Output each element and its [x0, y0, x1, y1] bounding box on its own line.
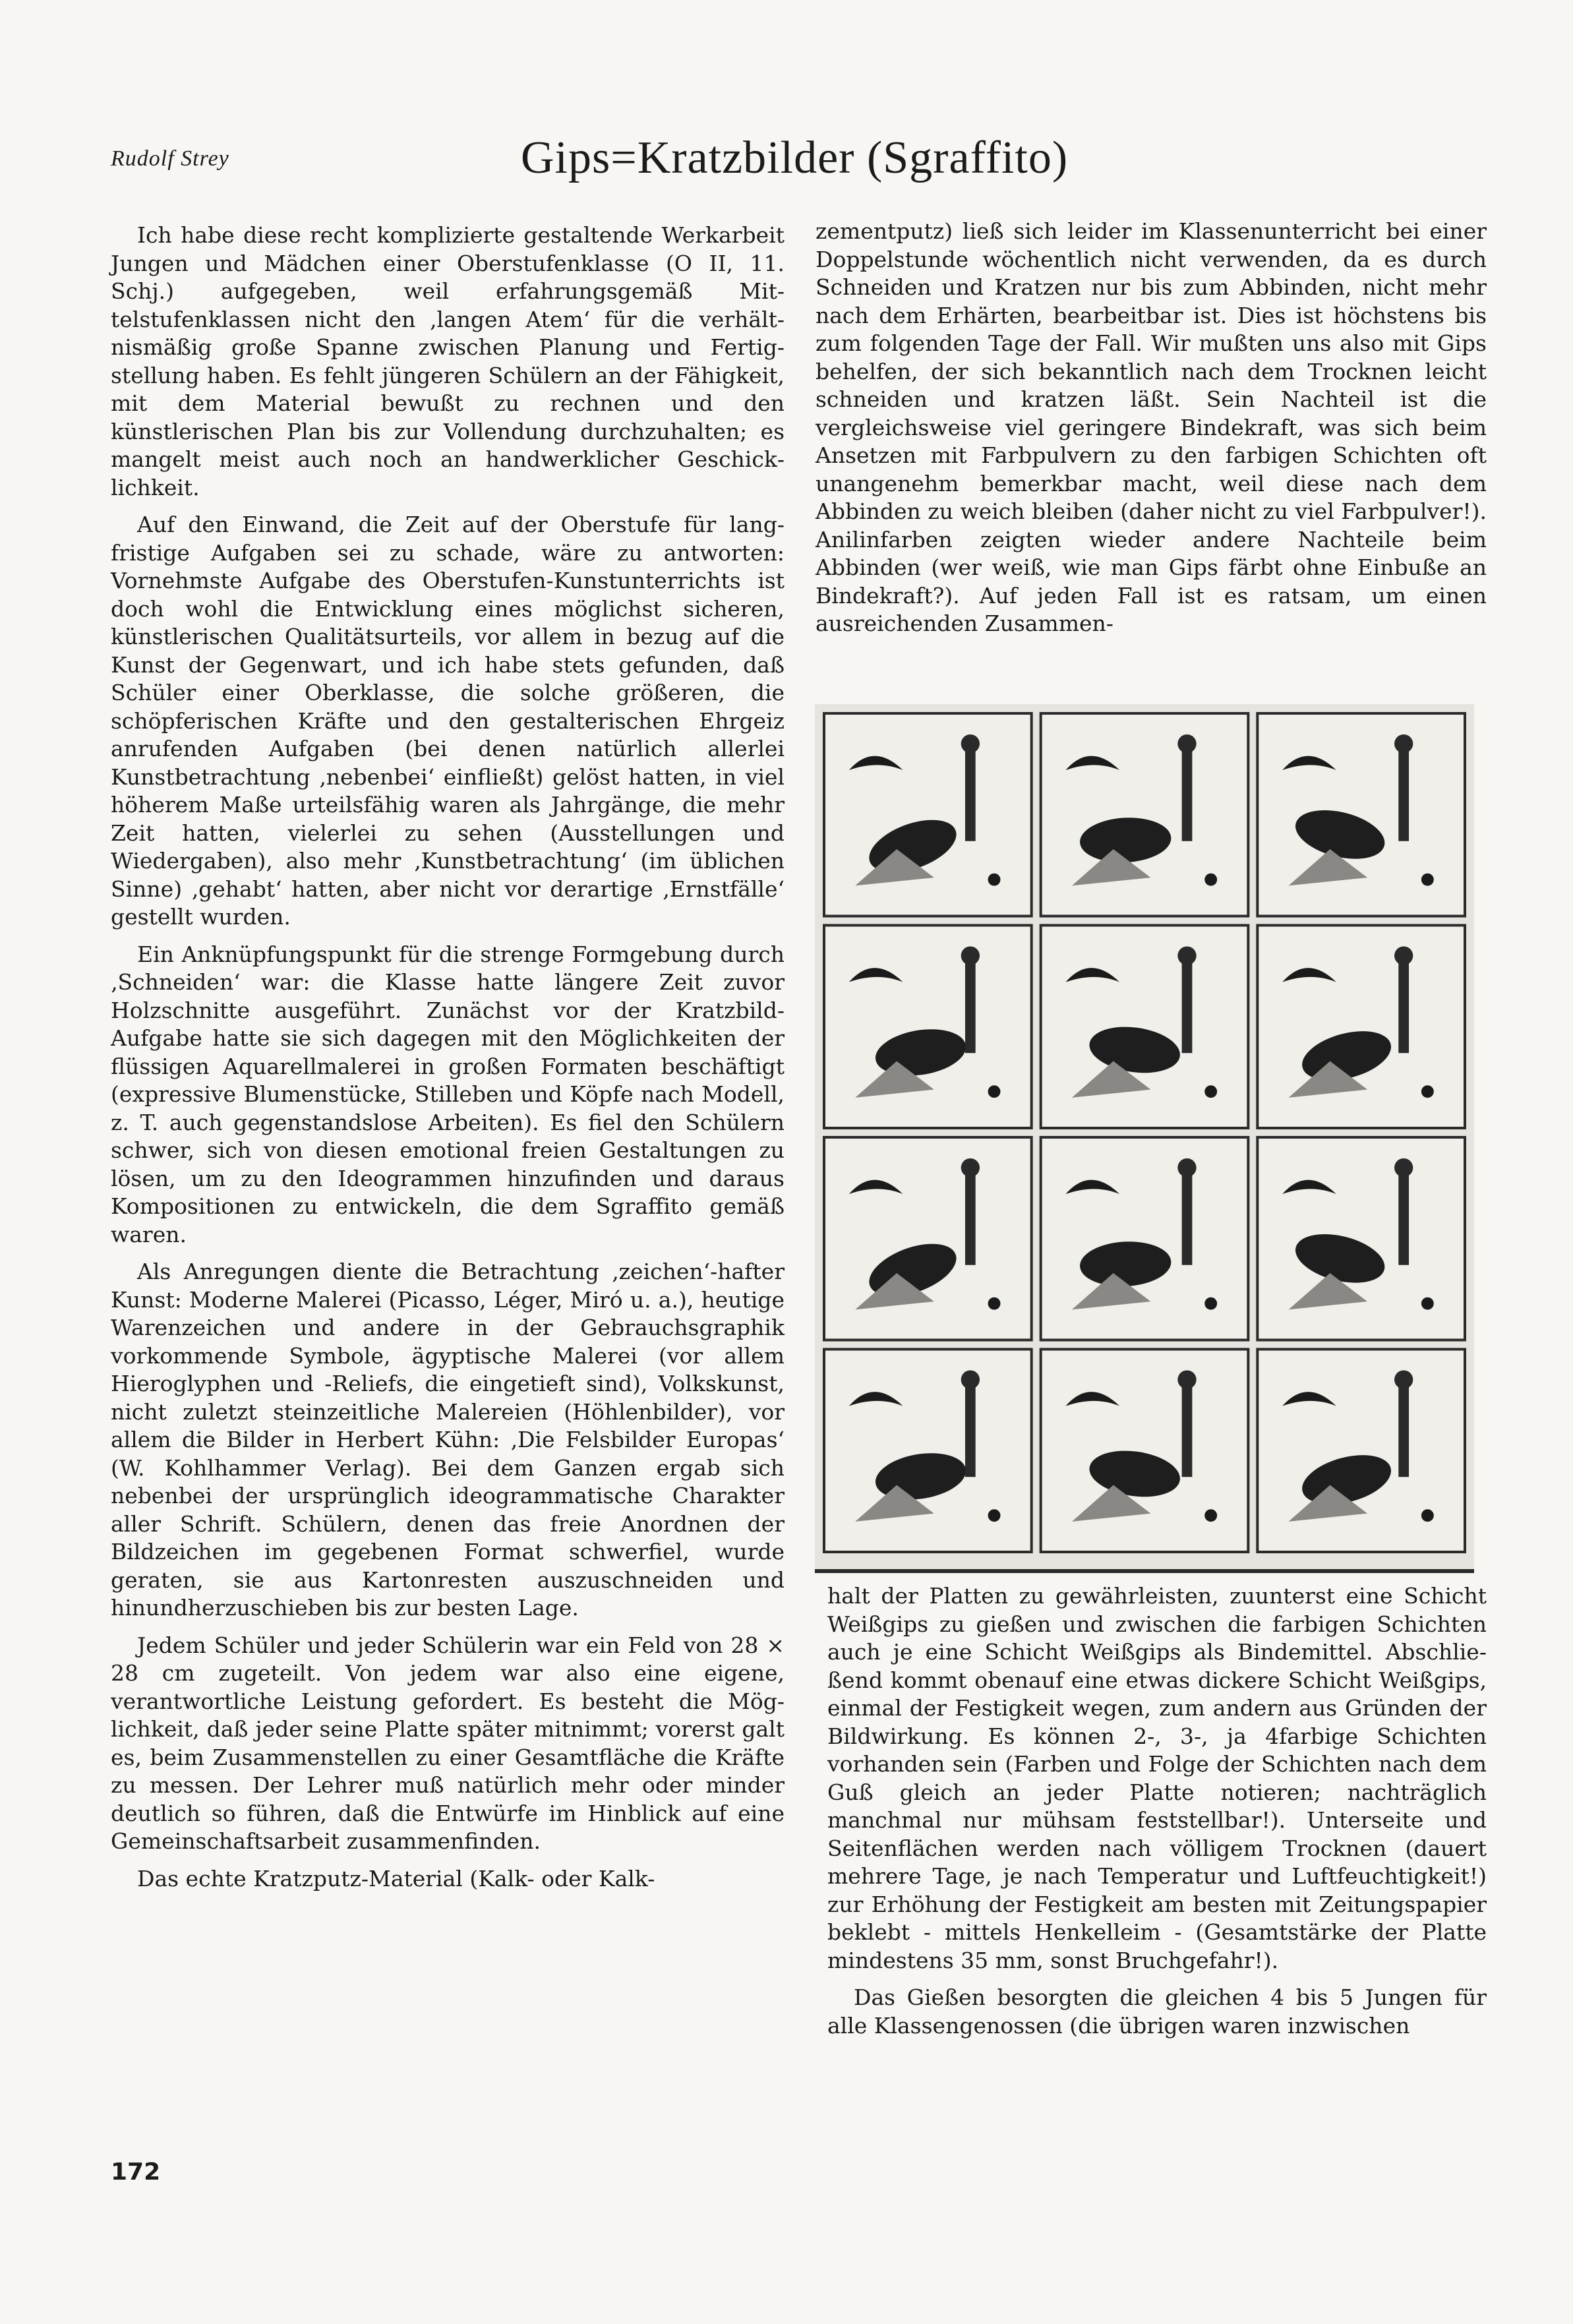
tile: [824, 1137, 1032, 1340]
sgraffito-tile-grid-icon: [815, 704, 1474, 1569]
paragraph: zementputz) ließ sich leider im Klassenunterricht bei einer Doppelstunde wöchentlich nicht verwenden, da es durch Schneiden und Kratzen nur bis zum Abbinden, nicht mehr nach dem Erhärten, bearbeitbar ist. Dies ist höchstens bis zum folgenden Tage der Fall. Wir mußten uns also mit Gips behelfen, der sich bekanntlich nach dem Trocknen leicht schneiden und kratzen läßt. Sein Nachteil ist die vergleichsweise viel geringere Bindekraft, was sich beim Ansetzen mit Farbpulvern zu den farbigen Schichten oft unangenehm bemerkbar macht, weil diese nach dem Abbinden zu weich bleiben (daher nicht zu viel Farbpulver!). Anilinfarben zeigten wieder andere Nachteile beim Abbinden (wer weiß, wie man Gips färbt ohne Einbuße an Bindekraft?). Auf jeden Fall ist es ratsam, um einen ausreichenden Zusammen-: [816, 218, 1487, 636]
tile: [1041, 713, 1249, 916]
right-column-bottom: [827, 1582, 1487, 2049]
tile: [1041, 1137, 1249, 1340]
paragraph: Ein Anknüpfungspunkt für die strenge Formgebung durch ‚Schneiden‘ war: die Klasse hatte längere Zeit zuvor Holzschnitte ausgeführt. Zunächst vor der Kratzbild-Aufgabe hatte sie sich dagegen mit den Möglichkeiten der flüssigen Aquarellmalerei in großen Formaten beschäftigt (expressive Blumenstücke, Stilleben und Köpfe nach Modell, z. T. auch gegenstandslose Arbeiten). Es fiel den Schülern schwer, sich von diesen emotional freien Gestaltungen zu lösen, um zu den Ideogrammen hinzufinden und daraus Kompositionen zu entwickeln, die dem Sgraffito gemäß waren.: [111, 941, 785, 1247]
author-name: Rudolf Strey: [111, 146, 229, 171]
tile: [1257, 1137, 1465, 1340]
left-column: [111, 222, 785, 1902]
tile: [1257, 1350, 1465, 1553]
paragraph: Als Anregungen diente die Betrachtung ‚zeichen‘-hafter Kunst: Moderne Malerei (Picasso, Léger, Miró u. a.), heutige Warenzeichen und andere in der Gebrauchsgraphik vorkommende Symbole, ägyptische Malerei (vor allem Hieroglyphen und -Reliefs, die eingetieft sind), Volkskunst, nicht zuletzt steinzeitliche Malereien (Höhlenbilder), vor allem die Bilder in Herbert Kühn: ‚Die Felsbilder Europas‘ (W. Kohlhammer Verlag). Bei dem Ganzen ergab sich nebenbei der ursprünglich ideogrammatische Charakter aller Schrift. Schülern, denen das freie Anordnen der Bildzeichen im gegebenen Format schwerfiel, wurde geraten, sie aus Kartonresten auszuschneiden und hinundherzuschieben bis zur besten Lage.: [111, 1259, 785, 1621]
paragraph: Das Gießen besorgten die gleichen 4 bis 5 Jungen für alle Klassengenossen (die übrigen waren inzwischen: [827, 1984, 1487, 2039]
tile: [1257, 713, 1465, 916]
paragraph: Ich habe diese recht komplizierte gestaltende Werkarbeit Jungen und Mädchen einer Oberstufenklasse (O II, 11. Schj.) aufgegeben, weil erfahrungsgemäß Mittelstufenklassen nicht den ‚langen Atem‘ für die verhältnismäßig große Spanne zwischen Planung und Fertigstellung haben. Es fehlt jüngeren Schülern an der Fähigkeit, mit dem Material bewußt zu rechnen und den künstlerischen Plan bis zur Vollendung durchzuhalten; es mangelt meist auch noch an handwerklicher Geschicklichkeit.: [111, 222, 785, 500]
tile: [1041, 1350, 1249, 1553]
page-number: 172: [111, 2159, 161, 2186]
paragraph: halt der Platten zu gewährleisten, zuunterst eine Schicht Weißgips zu gießen und zwischen die farbigen Schichten auch je eine Schicht Weißgips als Bindemittel. Abschließend kommt obenauf eine etwas dickere Schicht Weißgips, einmal der Festigkeit wegen, zum andern aus Gründen der Bildwirkung. Es können 2-, 3-, ja 4farbige Schichten vorhanden sein (Farben und Folge der Schichten nach dem Guß gleich an jeder Platte notieren; nachträglich manchmal nur mühsam feststellbar!). Unterseite und Seitenflächen werden nach völligem Trocknen (dauert mehrere Tage, je nach Temperatur und Luftfeuchtigkeit!) zur Erhöhung der Festigkeit am besten mit Zeitungspapier beklebt - mittels Henkelleim - (Gesamtstärke der Platte mindestens 35 mm, sonst Bruchgefahr!).: [827, 1583, 1487, 1973]
tile: [824, 926, 1032, 1129]
tile: [824, 1350, 1032, 1553]
sgraffito-photo: [815, 704, 1474, 1573]
paragraph: Das echte Kratzputz-Material (Kalk- oder Kalk-: [137, 1865, 655, 1892]
tile: [824, 713, 1032, 916]
tile: [1257, 926, 1465, 1129]
article-title: Gips=Kratzbilder (Sgraffito): [521, 133, 1069, 183]
paragraph: Auf den Einwand, die Zeit auf der Oberstufe für langfristige Aufgaben sei zu schade, wäre zu antworten: Vornehmste Aufgabe des Oberstufen-Kunstunterrichts ist doch wohl die Entwicklung eines möglichst sicheren, künstlerischen Qualitätsurteils, vor allem in bezug auf die Kunst der Gegenwart, und ich habe stets gefunden, daß Schüler einer Oberklasse, die solche größeren, die schöpferischen Kräfte und den gestalterischen Ehrgeiz anrufenden Aufgaben (bei denen natürlich allerlei Kunstbetrachtung ‚nebenbei‘ einfließt) gelöst hatten, in viel höherem Maße urteilsfähig waren als Jahrgänge, die mehr Zeit hatten, vielerlei zu sehen (Ausstellungen und Wiedergaben), also mehr ‚Kunstbetrachtung‘ (im üblichen Sinne) ‚gehabt‘ hatten, aber nicht vor derartige ‚Ernstfälle‘ gestellt wurden.: [111, 512, 785, 930]
right-column-top: [816, 218, 1487, 647]
tile: [1041, 926, 1249, 1129]
paragraph: Jedem Schüler und jeder Schülerin war ein Feld von 28 × 28 cm zugeteilt. Von jedem war also eine eigene, verantwortliche Leistung gefordert. Es besteht die Möglichkeit, daß jeder seine Platte später mitnimmt; vorerst galt es, beim Zusammenstellen zu einer Gesamtfläche die Kräfte zu messen. Der Lehrer muß natürlich mehr oder minder deutlich so führen, daß die Entwürfe im Hinblick auf eine Gemeinschaftsarbeit zusammenfinden.: [111, 1632, 785, 1854]
